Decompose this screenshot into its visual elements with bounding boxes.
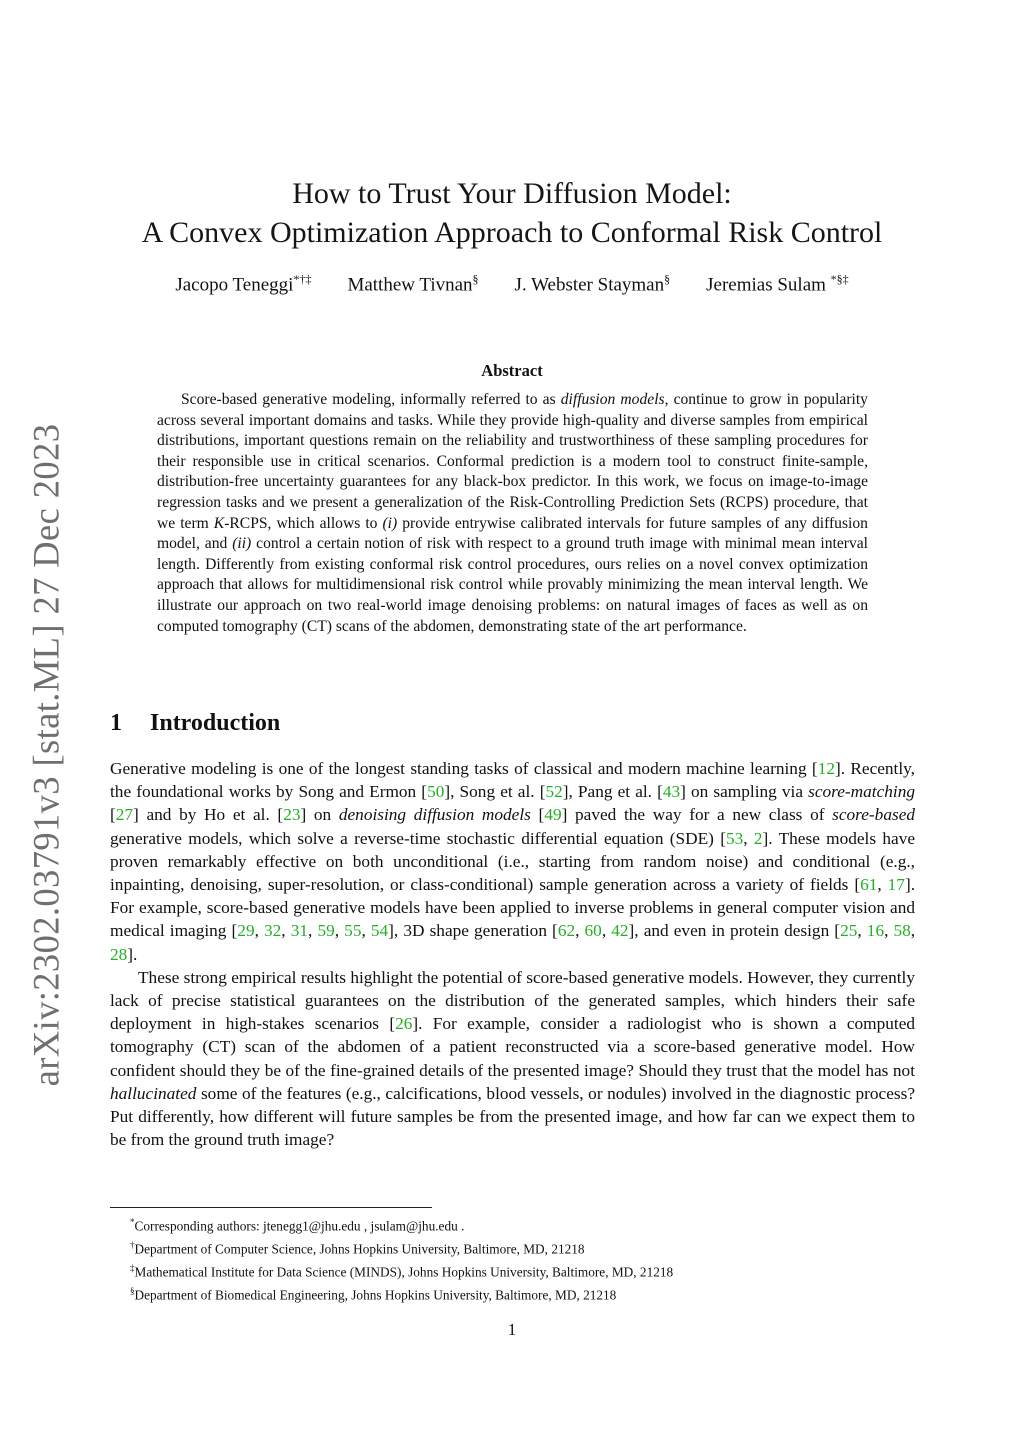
abstract-paragraph — [157, 390, 868, 637]
emphasis: score-matching — [808, 782, 915, 802]
citation-link[interactable]: 62 — [557, 921, 576, 941]
footnote-mark: ‡ — [130, 1262, 135, 1273]
citation-separator: , — [308, 921, 318, 941]
emphasis: diffusion models — [560, 391, 665, 408]
citation-link[interactable]: 58 — [893, 921, 911, 941]
text-run: ], and even in protein design [ — [628, 921, 841, 941]
footnote-text: Mathematical Institute for Data Science (MINDS), Johns Hopkins University, Baltimore, MD, 21218 — [134, 1264, 674, 1280]
section-heading — [110, 710, 280, 737]
citation-link[interactable]: 59 — [317, 921, 335, 941]
text-run: [ — [110, 805, 116, 825]
emphasis: (ii) — [232, 535, 252, 553]
citation-link[interactable]: 52 — [545, 782, 563, 802]
abstract — [157, 390, 868, 637]
emphasis: score-based — [832, 805, 916, 825]
citation-link[interactable]: 49 — [544, 805, 562, 825]
author — [347, 272, 478, 296]
citation-link[interactable]: 28 — [110, 944, 128, 964]
paragraph — [110, 966, 915, 1152]
citation-separator: , — [334, 921, 345, 941]
text-run: ] on — [300, 805, 339, 825]
citation-link[interactable]: 23 — [283, 805, 301, 825]
text-run: some of the features (e.g., calcifications, blood vessels, or nodules) involved in the diagnostic process? Put differently, how different will future samples be from the presented image, and how far can we expect them to be from the ground truth image? — [110, 1083, 915, 1150]
citation-link[interactable]: 27 — [115, 805, 134, 825]
author-affiliation-marks: *†‡ — [293, 272, 312, 286]
citation-separator: , — [361, 921, 371, 941]
author-name: Jacopo Teneggi — [175, 274, 294, 296]
arxiv-stamp — [20, 423, 72, 1087]
abstract-heading: Abstract — [481, 361, 543, 380]
author — [706, 272, 849, 296]
text-run: These strong empirical results highlight the potential of score-based generative models. However, they currently lack of precise statistical guarantees on the distribution of the generated samples, which hinders their safe deployment in high-stakes scenarios [ — [110, 967, 915, 1034]
footnote-text: Department of Computer Science, Johns Hopkins University, Baltimore, MD, 21218 — [134, 1241, 585, 1257]
text-run: ] paved the way for a new class of — [561, 805, 833, 825]
text-run: ]. — [127, 944, 138, 964]
section-title: Introduction — [150, 710, 281, 736]
citation-link[interactable]: 2 — [753, 828, 763, 848]
text-run: ] and by Ho et al. [ — [133, 805, 284, 825]
citation-separator: , — [877, 875, 888, 895]
citation-link[interactable]: 42 — [611, 921, 629, 941]
citation-link[interactable]: 29 — [237, 921, 255, 941]
citation-link[interactable]: 32 — [264, 921, 282, 941]
text-run: generative models, which solve a reverse-time stochastic differential equation (SDE) [ — [110, 828, 726, 848]
author-name: J. Webster Stayman — [514, 274, 665, 296]
citation-separator: , — [281, 921, 291, 941]
footnote — [130, 1213, 930, 1236]
text-run: ], Pang et al. [ — [562, 782, 663, 802]
citation-link[interactable]: 25 — [840, 921, 858, 941]
text-run: ], Song et al. [ — [444, 782, 546, 802]
text-run: Generative modeling is one of the longest standing tasks of classical and modern machine learning [ — [110, 759, 818, 778]
title-line-1: How to Trust Your Diffusion Model: — [292, 177, 732, 210]
author-affiliation-marks: § — [664, 272, 671, 286]
citation-link[interactable]: 31 — [290, 921, 309, 941]
body-text — [110, 757, 915, 1151]
math-symbol: K — [213, 514, 225, 532]
citation-link[interactable]: 12 — [817, 759, 835, 778]
text-run: [ — [530, 805, 545, 825]
text-run: ], 3D shape generation [ — [388, 921, 558, 941]
emphasis: (i) — [382, 514, 398, 532]
author-list — [60, 272, 964, 296]
footnote — [130, 1282, 930, 1305]
footnote-mark: § — [130, 1285, 135, 1296]
emphasis: denoising diffusion models — [338, 805, 531, 825]
arxiv-stamp-text: arXiv:2302.03791v3 [stat.ML] 27 Dec 2023 — [25, 423, 67, 1087]
footnote-mark: † — [130, 1239, 135, 1250]
citation-link[interactable]: 55 — [344, 921, 362, 941]
author — [515, 272, 671, 296]
citation-separator: , — [857, 921, 867, 941]
paragraph — [110, 757, 915, 966]
text-run: -RCPS, which allows to — [224, 514, 383, 532]
citation-link[interactable]: 26 — [395, 1014, 413, 1034]
text-run: ]. These models have proven remarkably effective on both unconditional (i.e., starting from random noise) and conditional (e.g., inpainting, denoising, super-resolution, or class-conditional) sample generation across a variety of fields [ — [110, 828, 916, 895]
text-run: ]. For example, consider a radiologist who is shown a computed tomography (CT) scan of the abdomen of a patient reconstructed via a score-based generative model. How confident should they be of the fine-grained details of the presented image? Should they trust that the model has not — [110, 1014, 915, 1080]
author-name: Jeremias Sulam — [706, 274, 831, 296]
footnote-text: Corresponding authors: jtenegg1@jhu.edu , jsulam@jhu.edu . — [134, 1218, 465, 1234]
footnote-rule — [110, 1207, 432, 1208]
text-run: provide entrywise calibrated intervals for future samples of any diffusion model, and — [157, 514, 868, 553]
text-run: control a certain notion of risk with respect to a ground truth image with minimal mean interval length. Differently from existing conformal risk control procedures, ours relies on a novel convex optimization approach that allows for multidimensional risk control while provably minimizing the mean interval length. We illustrate our approach on two real-world image denoising problems: on natural images of faces as well as on computed tomography (CT) scans of the abdomen, demonstrating state of the art performance. — [157, 535, 869, 635]
citation-link[interactable]: 17 — [887, 875, 905, 895]
author-name: Matthew Tivnan — [347, 274, 473, 296]
text-run: Score-based generative modeling, informally referred to as — [181, 391, 561, 408]
citation-link[interactable]: 54 — [370, 921, 389, 941]
footnotes — [130, 1213, 930, 1305]
title-line-2: A Convex Optimization Approach to Conformal Risk Control — [141, 216, 883, 249]
text-run: ] on sampling via — [680, 782, 809, 802]
footnote-mark: * — [130, 1217, 135, 1227]
citation-link[interactable]: 53 — [725, 828, 744, 848]
citation-link[interactable]: 61 — [860, 875, 878, 895]
author-affiliation-marks: *§‡ — [830, 272, 849, 286]
citation-separator: , — [910, 921, 916, 941]
text-run: , continue to grow in popularity across several important domains and tasks. While they provide high-quality and diverse samples from empirical distributions, important questions remain on the reliability and trustworthiness of these sampling procedures for their responsible use in critical scenarios. Conformal prediction is a modern tool to construct finite-sample, distribution-free uncertainty guarantees for any black-box predictor. In this work, we focus on image-to-image regression tasks and we present a generalization of the Risk-Controlling Prediction Sets (RCPS) procedure, that we term — [157, 391, 868, 532]
author — [175, 272, 311, 296]
citation-link[interactable]: 50 — [427, 782, 445, 802]
citation-separator: , — [743, 828, 754, 848]
citation-separator: , — [884, 921, 894, 941]
paper-title — [0, 174, 1024, 252]
footnote — [130, 1236, 930, 1259]
emphasis: hallucinated — [110, 1083, 197, 1103]
citation-separator: , — [575, 921, 585, 941]
citation-link[interactable]: 60 — [584, 921, 602, 941]
section-number: 1 — [110, 710, 122, 736]
citation-separator: , — [254, 921, 265, 941]
footnote-text: Department of Biomedical Engineering, Johns Hopkins University, Baltimore, MD, 21218 — [134, 1287, 617, 1303]
citation-link[interactable]: 43 — [662, 782, 681, 802]
page-number: 1 — [507, 1320, 517, 1339]
text-run: ]. For example, score-based generative models have been applied to inverse problems in general computer vision and medical imaging [ — [110, 875, 916, 941]
footnote — [130, 1259, 930, 1282]
author-affiliation-marks: § — [472, 272, 479, 286]
text-run: ]. Recently, the foundational works by Song and Ermon [ — [110, 759, 915, 802]
citation-link[interactable]: 16 — [866, 921, 885, 941]
citation-separator: , — [601, 921, 612, 941]
